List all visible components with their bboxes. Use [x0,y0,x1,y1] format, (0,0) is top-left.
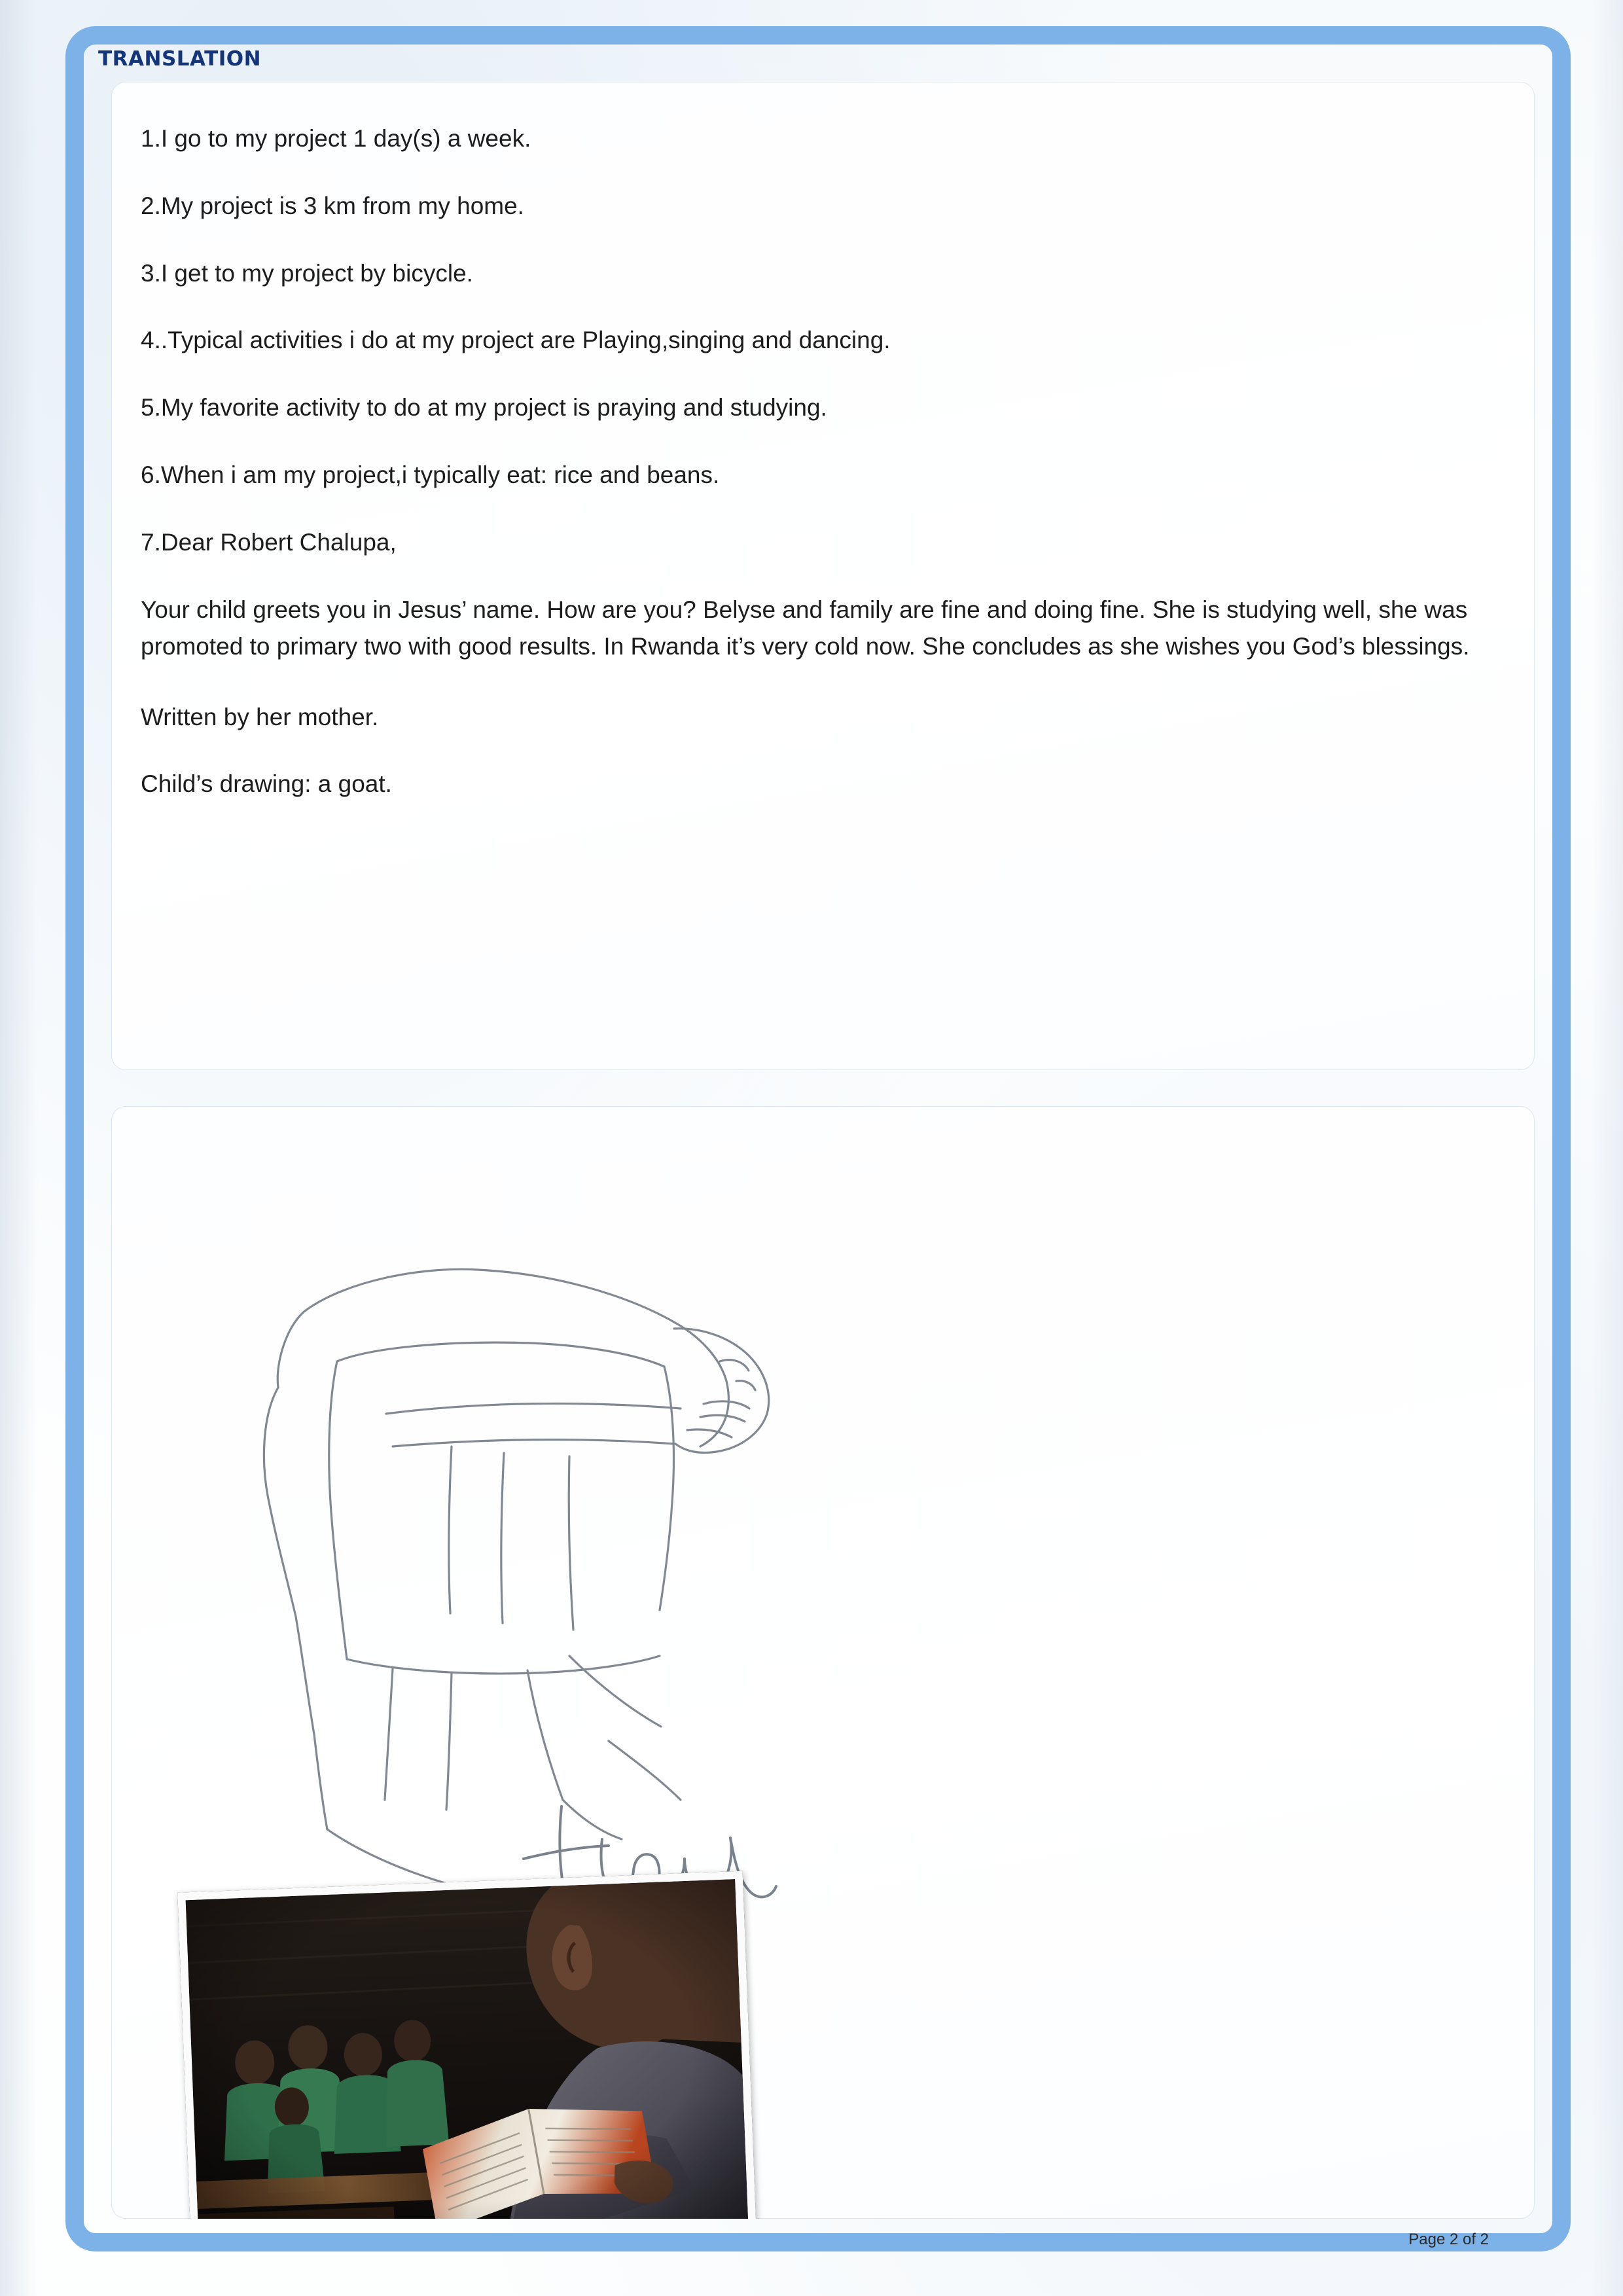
translation-card [111,82,1535,1070]
translation-line-7: 7.Dear Robert Chalupa, [141,528,397,556]
scan-edge-right [1590,0,1623,2296]
translation-line-4: 4..Typical activities i do at my project are Playing,singing and dancing. [141,327,891,354]
translation-header-label: TRANSLATION [98,47,262,71]
drawing-card [111,1106,1535,2219]
translation-text-block [141,121,1495,834]
scan-edge-left [0,0,38,2296]
translation-line-1: 1.I go to my project 1 day(s) a week. [141,125,531,152]
project-photo [177,1871,757,2219]
translation-letter-body: Your child greets you in Jesus’ name. How are you? Belyse and family are fine and doing fine. She is studying well, she was promoted to primary two with good results. In Rwanda it’s very cold now. She concludes as she wishes you God’s blessings. [141,596,1470,660]
project-photo-image [186,1879,749,2219]
translation-drawing-note: Child’s drawing: a goat. [141,770,392,798]
translation-line-6: 6.When i am my project,i typically eat: rice and beans. [141,461,720,488]
translation-section-header [98,47,261,71]
translation-line-3: 3.I get to my project by bicycle. [141,259,473,287]
translation-written-by: Written by her mother. [141,703,379,730]
translation-line-2: 2.My project is 3 km from my home. [141,192,524,219]
child-drawing-area [111,1106,1535,2219]
translation-line-5: 5.My favorite activity to do at my project is praying and studying. [141,394,827,421]
page-number: Page 2 of 2 [1408,2231,1489,2248]
